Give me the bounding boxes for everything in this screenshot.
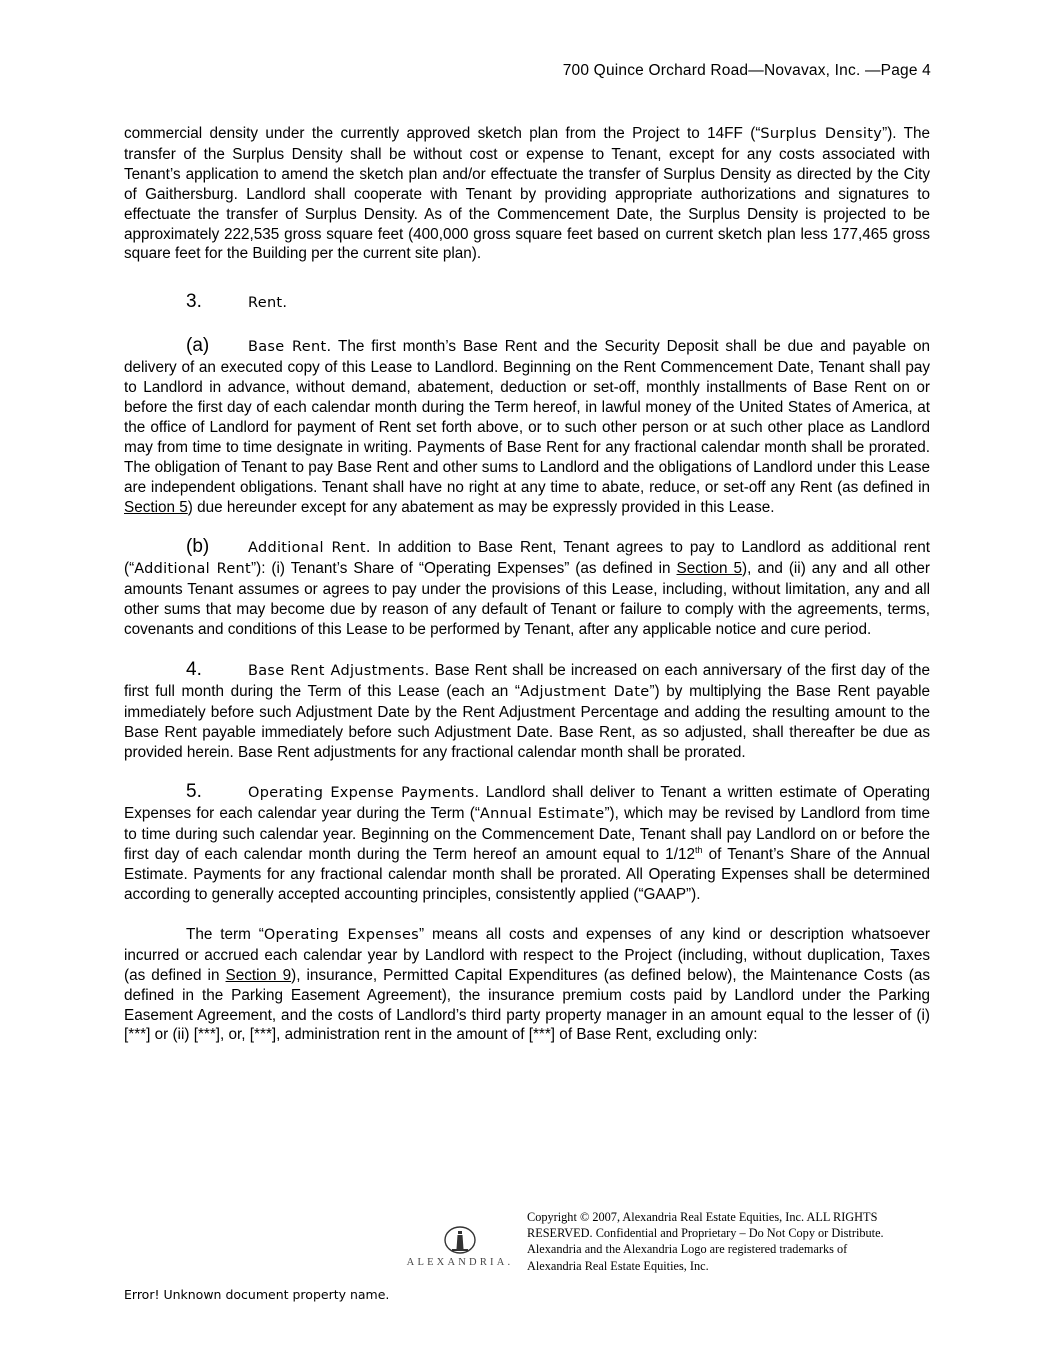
section-number: 4. <box>186 658 202 680</box>
operating-expenses-paragraph: The term “Operating Expenses” means all costs and expenses of any kind or description whatsoever incurred or accrued each calendar year by Landlord with respect to the Project (including, without duplication, Taxes (as defined in Section 9), insurance, Permitted Capital Expenditures (as defined below), the Maintenance Costs (as defined in the Parking Easement Agreement), the insurance premium costs paid by Landlord under the Parking Easement Agreement, and the costs of Landlord’s third party property manager in an amount equal to the lesser of (i) [***] or (ii) [***], or, [***], administration rent in the amount of [***] of Base Rent, excluding only: <box>124 925 931 1044</box>
section-title: Operating Expense Payments. <box>248 785 480 802</box>
section-number: 3. <box>186 291 202 313</box>
section-title: Rent. <box>248 295 288 312</box>
lighthouse-logo-icon <box>443 1225 477 1255</box>
section-title: Base Rent. <box>248 339 332 356</box>
copyright-notice: Copyright © 2007, Alexandria Real Estate Equities, Inc. ALL RIGHTS RESERVED. Confidential and Proprietary – Do Not Copy or Distribute. Alexandria and the Alexandria Logo are registered trademarks of Alexandria Real Estate Equities, Inc. <box>527 1210 884 1273</box>
section-5-paragraph: 5. Operating Expense Payments. Landlord shall deliver to Tenant a written estimate of Operating Expenses for each calendar year during the Term (“Annual Estimate”), which may be revised by Landlord from time to time during such calendar year. Beginning on the Commencement Date, Tenant shall pay Landlord on or before the first day of each calendar month during the Term hereof an amount equal to 1/12th of Tenant’s Share of the Annual Estimate. Payments for any fractional calendar month shall be prorated. All Operating Expenses shall be determined according to generally accepted accounting principles, consistently applied (“GAAP”). <box>124 781 931 903</box>
section-title: Additional Rent. <box>248 540 371 557</box>
section-3a-paragraph: (a) Base Rent. The first month’s Base Rent and the Security Deposit shall be due and payable on delivery of an executed copy of this Lease to Landlord. Beginning on the Rent Commencement Date, Tenant shall pay to Landlord in advance, without demand, abatement, deduction or set-off, monthly installments of Base Rent on or before the first day of each calendar month during the Term hereof, in lawful money of the United States of America, at the office of Landlord for payment of Rent set forth above, or to such other person or at such other place as Landlord may from time to time designate in writing. Payments of Base Rent for any fractional calendar month shall be prorated. The obligation of Tenant to pay Base Rent and other sums to Landlord and the obligations of Landlord under this Lease are independent obligations. Tenant shall have no right at any time to abate, reduce, or set-off any Rent (as defined in Section 5) due hereunder except for any abatement as may be expressly provided in this Lease. <box>124 335 930 516</box>
section-reference-link: Section 9 <box>225 966 292 984</box>
defined-term: Additional Rent <box>134 561 252 578</box>
section-4-paragraph: 4. Base Rent Adjustments. Base Rent shall be increased on each anniversary of the first day of the first full month during the Term of this Lease (each an “Adjustment Date”) by multiplying the Base Rent payable immediately before such Adjustment Date by the Rent Adjustment Percentage and adding the resulting amount to the Base Rent payable immediately before such Adjustment Date. Base Rent, as so adjusted, shall thereafter be due as provided herein. Base Rent adjustments for any fractional calendar month shall be prorated. <box>124 658 930 761</box>
section-number: (b) <box>186 536 210 558</box>
section-reference-link: Section 5 <box>676 560 743 578</box>
document-body <box>124 124 930 1065</box>
section-title: Base Rent Adjustments. <box>248 662 430 679</box>
defined-term: Adjustment Date <box>520 683 650 700</box>
section-number: (a) <box>186 335 210 357</box>
alexandria-logo <box>405 1225 515 1268</box>
section-number: 5. <box>186 781 202 803</box>
intro-paragraph: commercial density under the currently approved sketch plan from the Project to 14FF (“Surplus Density”). The transfer of the Surplus Density shall be without cost or expense to Tenant, except for any costs associated with Tenant’s application to amend the sketch plan and/or effectuate the transfer of Surplus Density as directed by the City of Gaithersburg. Landlord shall cooperate with Tenant by providing appropriate authorizations and signatures to effectuate the transfer of Surplus Density. As of the Commencement Date, the Surplus Density is projected to be approximately 222,535 gross square feet (400,000 gross square feet based on current sketch plan less 177,465 gross square feet for the Building per the current site plan). <box>124 125 930 263</box>
section-reference-link: Section 5 <box>124 498 188 516</box>
section-3-heading <box>124 292 930 314</box>
section-3b-paragraph: (b) Additional Rent. In addition to Base Rent, Tenant agrees to pay to Landlord as additional rent (“Additional Rent”): (i) Tenant’s Share of “Operating Expenses” (as defined in Section 5), and (ii) any and all other amounts Tenant assumes or agrees to pay under the provisions of this Lease, including, without limitation, any and all other sums that may become due by reason of any default of Tenant or failure to comply with the agreements, terms, covenants and conditions of this Lease to be performed by Tenant, after any applicable notice and cure period. <box>124 536 931 639</box>
footer-error-text: Error! Unknown document property name. <box>124 1287 390 1302</box>
defined-term: Operating Expenses <box>263 926 420 943</box>
logo-wordmark: ALEXANDRIA. <box>406 1257 514 1268</box>
defined-term: Annual Estimate <box>479 806 605 823</box>
page-header: 700 Quince Orchard Road—Novavax, Inc. —Page 4 <box>562 62 931 79</box>
superscript: th <box>694 845 703 856</box>
defined-term: Surplus Density <box>760 126 883 142</box>
